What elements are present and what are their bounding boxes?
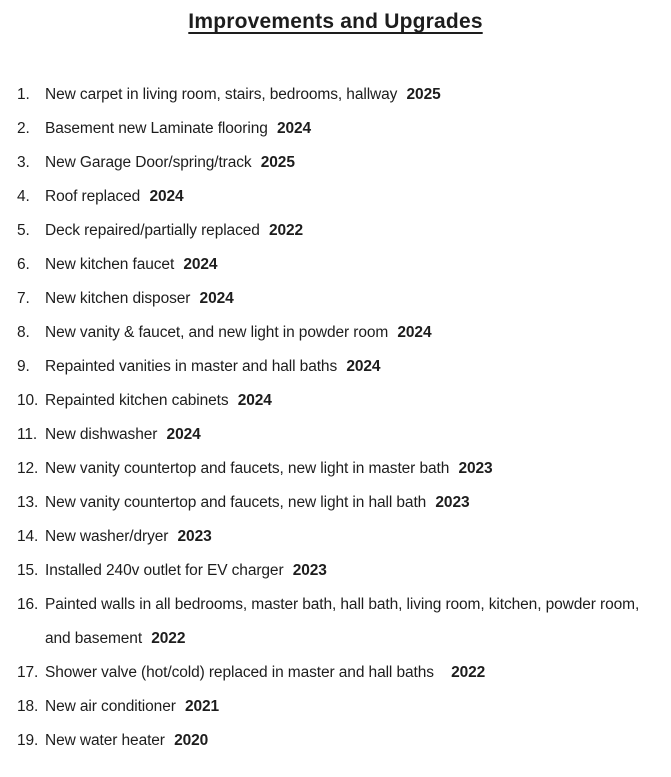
item-text: Deck repaired/partially replaced: [45, 222, 260, 239]
item-text: Repainted vanities in master and hall baths: [45, 358, 338, 375]
item-text: Installed 240v outlet for EV charger: [45, 562, 284, 579]
item-number: 7.: [17, 290, 30, 307]
item-text: New air conditioner: [45, 698, 176, 715]
item-year: 2024: [237, 392, 272, 409]
item-year: 2022: [451, 664, 486, 681]
item-number: 10.: [17, 392, 39, 409]
list-item: [0, 724, 671, 758]
page-title: Improvements and Upgrades: [188, 10, 483, 33]
list-item: [0, 214, 671, 248]
item-year: 2024: [276, 120, 312, 137]
item-number: 17.: [17, 664, 39, 681]
list-item: [0, 452, 671, 486]
list-item: [0, 486, 671, 520]
item-number: 6.: [17, 256, 30, 273]
item-text: New Garage Door/spring/track: [45, 154, 252, 171]
item-year: 2023: [177, 528, 212, 545]
item-year: 2024: [397, 324, 432, 341]
item-text: New vanity countertop and faucets, new light in hall bath: [45, 494, 427, 511]
item-year: 2025: [406, 86, 441, 103]
item-number: 16.: [17, 596, 39, 613]
item-text: Repainted kitchen cabinets: [45, 392, 229, 409]
item-text: Painted walls in all bedrooms, master bath, hall bath, living room, kitchen, powder room, and basement: [45, 596, 640, 647]
item-year: 2021: [185, 698, 220, 715]
document-page: [0, 9, 671, 777]
item-text: New water heater: [45, 732, 165, 749]
item-number: 18.: [17, 698, 39, 715]
list-item: [0, 384, 671, 418]
list-item: [0, 554, 671, 588]
list-item: [0, 282, 671, 316]
item-text: New vanity countertop and faucets, new light in master bath: [45, 460, 450, 477]
item-text: New kitchen disposer: [45, 290, 191, 307]
item-number: 3.: [17, 154, 30, 171]
item-year: 2022: [151, 630, 186, 647]
item-number: 15.: [17, 562, 39, 579]
list-item: [0, 248, 671, 282]
item-year: 2024: [166, 426, 201, 443]
item-text: Roof replaced: [45, 188, 141, 205]
item-year: 2022: [269, 222, 304, 239]
item-text: Basement new Laminate flooring: [45, 120, 268, 137]
item-number: 13.: [17, 494, 39, 511]
item-text: New dishwasher: [45, 426, 158, 443]
item-year: 2024: [183, 256, 218, 273]
item-year: 2023: [292, 562, 327, 579]
list-item: [0, 180, 671, 214]
item-year: 2025: [260, 154, 295, 171]
item-number: 8.: [17, 324, 30, 341]
item-text: New carpet in living room, stairs, bedrooms, hallway: [45, 86, 398, 103]
item-number: 4.: [17, 188, 30, 205]
list-item: [0, 112, 671, 146]
list-item: [0, 656, 671, 690]
list-item: [0, 588, 671, 656]
item-number: 12.: [17, 460, 39, 477]
item-year: 2024: [346, 358, 381, 375]
item-text: New washer/dryer: [45, 528, 169, 545]
item-year: 2024: [149, 188, 184, 205]
list-item: [0, 690, 671, 724]
list-item: [0, 146, 671, 180]
item-text: New vanity & faucet, and new light in powder room: [45, 324, 389, 341]
list-item: [0, 350, 671, 384]
list-item: [0, 78, 671, 112]
item-year: 2023: [435, 494, 470, 511]
item-year: 2023: [458, 460, 493, 477]
item-number: 1.: [17, 86, 30, 103]
item-number: 11.: [17, 426, 38, 443]
item-number: 14.: [17, 528, 39, 545]
item-number: 2.: [17, 120, 30, 137]
improvements-list: [0, 78, 671, 758]
item-number: 9.: [17, 358, 30, 375]
list-item: [0, 418, 671, 452]
item-number: 5.: [17, 222, 30, 239]
item-number: 19.: [17, 732, 39, 749]
list-item: [0, 316, 671, 350]
item-text: New kitchen faucet: [45, 256, 175, 273]
item-year: 2020: [174, 732, 209, 749]
item-year: 2024: [199, 290, 234, 307]
item-text: Shower valve (hot/cold) replaced in master and hall baths: [45, 664, 434, 681]
list-item: [0, 520, 671, 554]
